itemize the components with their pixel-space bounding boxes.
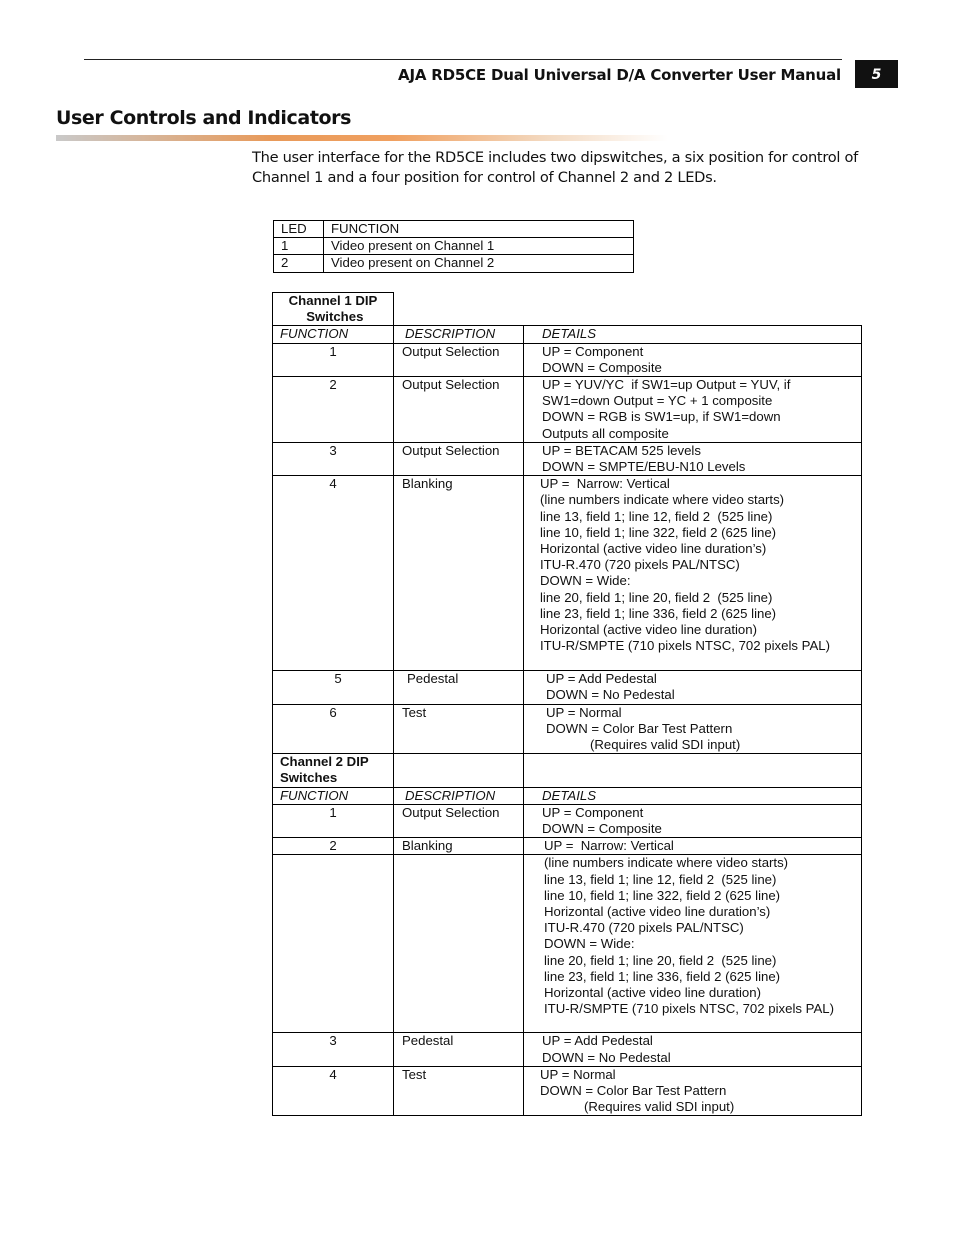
led-table: [273, 220, 634, 273]
switch-description: Pedestal: [394, 671, 524, 704]
led-table-header: [274, 221, 634, 238]
title-underline-bar: [56, 135, 668, 141]
table-row: [273, 855, 862, 1033]
led-function: Video present on Channel 1: [324, 238, 634, 255]
switch-details: (line numbers indicate where video starts) line 13, field 1; line 12, field 2 (525 line) line 10, field 1; line 322, field 2 (625 line) Horizontal (active video line duration’s) ITU-R.470 (720 pixels PAL/NTSC) DOWN = Wide: line 20, field 1; line 20, field 2 (525 line) line 23, field 1; line 336, field 2 (625 line) Horizontal (active video line duration) ITU-R/SMPTE (710 pixels NTSC, 702 pixels PAL): [524, 855, 862, 1033]
table-row: [274, 255, 634, 272]
header-description: DESCRIPTION: [394, 326, 524, 343]
channel2-title: Channel 2 DIP Switches: [273, 754, 394, 787]
switch-details: UP = Normal DOWN = Color Bar Test Pattern (Requires valid SDI input): [524, 1066, 862, 1116]
table-row: [273, 343, 862, 376]
table-row: [273, 377, 862, 443]
table-row: [273, 704, 862, 754]
table-row: [274, 238, 634, 255]
switch-description: Blanking: [394, 476, 524, 671]
switch-description: Test: [394, 1066, 524, 1116]
led-header-led: LED: [274, 221, 324, 238]
header-details: DETAILS: [524, 787, 862, 804]
section-title: User Controls and Indicators: [56, 107, 352, 129]
table-row: [273, 442, 862, 475]
channel1-title-row: [273, 293, 862, 326]
channel1-title: Channel 1 DIP Switches: [273, 293, 394, 326]
table-row: [273, 804, 862, 837]
led-header-function: FUNCTION: [324, 221, 634, 238]
switch-number: 5: [273, 671, 394, 704]
switch-details: UP = Component DOWN = Composite: [524, 343, 862, 376]
dip-switch-table: [272, 292, 862, 1116]
table-row: [273, 838, 862, 855]
led-number: 2: [274, 255, 324, 272]
switch-details: UP = Add Pedestal DOWN = No Pedestal: [524, 1033, 862, 1066]
led-number: 1: [274, 238, 324, 255]
channel2-title-row: [273, 754, 862, 787]
switch-number: 3: [273, 442, 394, 475]
switch-description: Output Selection: [394, 343, 524, 376]
manual-title: AJA RD5CE Dual Universal D/A Converter User Manual: [398, 66, 841, 84]
table-row: [273, 476, 862, 671]
switch-number: 1: [273, 804, 394, 837]
switch-number: 1: [273, 343, 394, 376]
switch-description: Output Selection: [394, 804, 524, 837]
header-details: DETAILS: [524, 326, 862, 343]
table-row: [273, 1033, 862, 1066]
header-function: FUNCTION: [273, 787, 394, 804]
switch-number: 2: [273, 838, 394, 855]
switch-description: Blanking: [394, 838, 524, 855]
switch-details: UP = Add Pedestal DOWN = No Pedestal: [524, 671, 862, 704]
header-function: FUNCTION: [273, 326, 394, 343]
switch-details: UP = BETACAM 525 levels DOWN = SMPTE/EBU-N10 Levels: [524, 442, 862, 475]
switch-number: 6: [273, 704, 394, 754]
switch-details: UP = Normal DOWN = Color Bar Test Pattern (Requires valid SDI input): [524, 704, 862, 754]
page-number: 5: [855, 60, 898, 88]
header-description: DESCRIPTION: [394, 787, 524, 804]
header-rule: [84, 59, 842, 60]
table-row: [273, 671, 862, 704]
switch-number: 3: [273, 1033, 394, 1066]
switch-number: 4: [273, 476, 394, 671]
switch-description: Output Selection: [394, 442, 524, 475]
switch-description: Pedestal: [394, 1033, 524, 1066]
switch-number: 2: [273, 377, 394, 443]
led-function: Video present on Channel 2: [324, 255, 634, 272]
channel2-header-row: [273, 787, 862, 804]
switch-details: UP = YUV/YC if SW1=up Output = YUV, if SW1=down Output = YC + 1 composite DOWN = RGB is SW1=up, if SW1=down Outputs all composite: [524, 377, 862, 443]
intro-paragraph: The user interface for the RD5CE includes two dipswitches, a six position for control of Channel 1 and a four position for control of Channel 2 and 2 LEDs.: [252, 149, 858, 186]
switch-description: [394, 855, 524, 1033]
switch-description: Output Selection: [394, 377, 524, 443]
channel1-header-row: [273, 326, 862, 343]
switch-details: UP = Narrow: Vertical (line numbers indicate where video starts) line 13, field 1; line 12, field 2 (525 line) line 10, field 1; line 322, field 2 (625 line) Horizontal (active video line duration’s) ITU-R.470 (720 pixels PAL/NTSC) DOWN = Wide: line 20, field 1; line 20, field 2 (525 line) line 23, field 1; line 336, field 2 (625 line) Horizontal (active video line duration) ITU-R/SMPTE (710 pixels NTSC, 702 pixels PAL): [524, 476, 862, 671]
switch-number: [273, 855, 394, 1033]
switch-details: UP = Component DOWN = Composite: [524, 804, 862, 837]
table-row: [273, 1066, 862, 1116]
switch-number: 4: [273, 1066, 394, 1116]
switch-description: Test: [394, 704, 524, 754]
switch-details: UP = Narrow: Vertical: [524, 838, 862, 855]
